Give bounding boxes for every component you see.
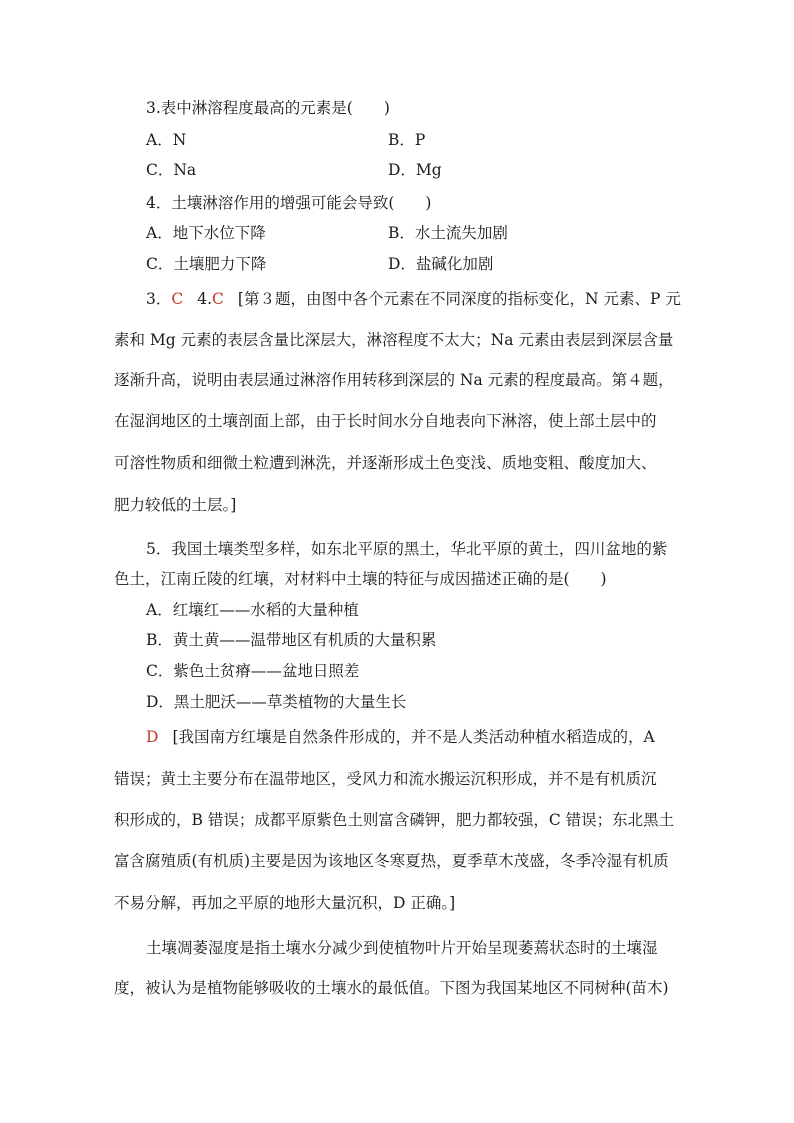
explanation-line: [我国南方红壤是自然条件形成的，并不是人类活动种植水稻造成的，A — [172, 728, 655, 746]
explanation-line: 可溶性物质和细微土粒遭到淋洗，并逐渐形成土色变浅、质地变粗、酸度加大、 — [114, 454, 657, 472]
answer-4-number: 4. — [197, 290, 213, 308]
answer-5-letter: D — [146, 728, 159, 746]
explanation-line: 素和 Mg 元素的表层含量比深层大，淋溶程度不太大；Na 元素由表层到深层含量 — [114, 331, 674, 349]
explanation-line: 肥力较低的土层。] — [114, 496, 237, 514]
q5-option-a: A．红壤红——水稻的大量种植 — [146, 601, 359, 619]
explanation-line: [第３题，由图中各个元素在不同深度的指标变化，N 元素、P 元 — [237, 290, 681, 308]
answer-4-letter: C — [212, 290, 224, 308]
explanation-line: 富含腐殖质(有机质)主要是因为该地区冬寒夏热，夏季草木茂盛，冬季冷湿有机质 — [114, 852, 669, 870]
q3-option-c: C．Na — [146, 161, 197, 179]
q5-option-c: C．紫色土贫瘠——盆地日照差 — [146, 662, 360, 680]
q4-stem: 4．土壤淋溶作用的增强可能会导致( ) — [146, 194, 432, 212]
q5-option-d: D．黑土肥沃——草类植物的大量生长 — [146, 693, 407, 711]
q3-option-b: B．P — [388, 131, 426, 149]
q5-stem-line-2: 色土，江南丘陵的红壤，对材料中土壤的特征与成因描述正确的是( ) — [114, 570, 607, 588]
answer-5-line-1 — [146, 727, 655, 747]
explanation-line: 积形成的，B 错误；成都平原紫色土则富含磷钾，肥力都较强，C 错误；东北黑土 — [114, 811, 675, 829]
explanation-line: 错误；黄土主要分布在温带地区，受风力和流水搬运沉积形成，并不是有机质沉 — [114, 770, 657, 788]
q3-option-d: D．Mg — [388, 161, 442, 179]
intro-line-2: 度，被认为是植物能够吸收的土壤水的最低值。下图为我国某地区不同树种(苗木) — [114, 979, 669, 997]
q3-stem: 3.表中淋溶程度最高的元素是( ) — [146, 99, 390, 117]
answer-3-number: 3． — [146, 290, 172, 308]
q4-option-b: B．水土流失加剧 — [388, 224, 508, 242]
answer-3-letter: C — [171, 290, 184, 308]
explanation-line: 逐渐升高，说明由表层通过淋溶作用转移到深层的 Na 元素的程度最高。第４题， — [114, 371, 674, 389]
q3-option-a: A．N — [146, 131, 187, 149]
q5-option-b: B．黄土黄——温带地区有机质的大量积累 — [146, 631, 437, 649]
q4-option-c: C．土壤肥力下降 — [146, 255, 267, 273]
q4-option-a: A．地下水位下降 — [146, 224, 266, 242]
answer-3-4-line-1 — [146, 289, 681, 309]
explanation-line: 不易分解，再加之平原的地形大量沉积，D 正确。] — [114, 894, 456, 912]
intro-line-1: 土壤凋萎湿度是指土壤水分减少到使植物叶片开始呈现萎蔫状态时的土壤湿 — [146, 939, 658, 957]
explanation-line: 在湿润地区的土壤剖面上部，由于长时间水分自地表向下淋溶，使上部土层中的 — [114, 412, 657, 430]
q4-option-d: D．盐碱化加剧 — [388, 255, 494, 273]
q5-stem-line-1: 5．我国土壤类型多样，如东北平原的黑土，华北平原的黄土，四川盆地的紫 — [146, 540, 668, 558]
